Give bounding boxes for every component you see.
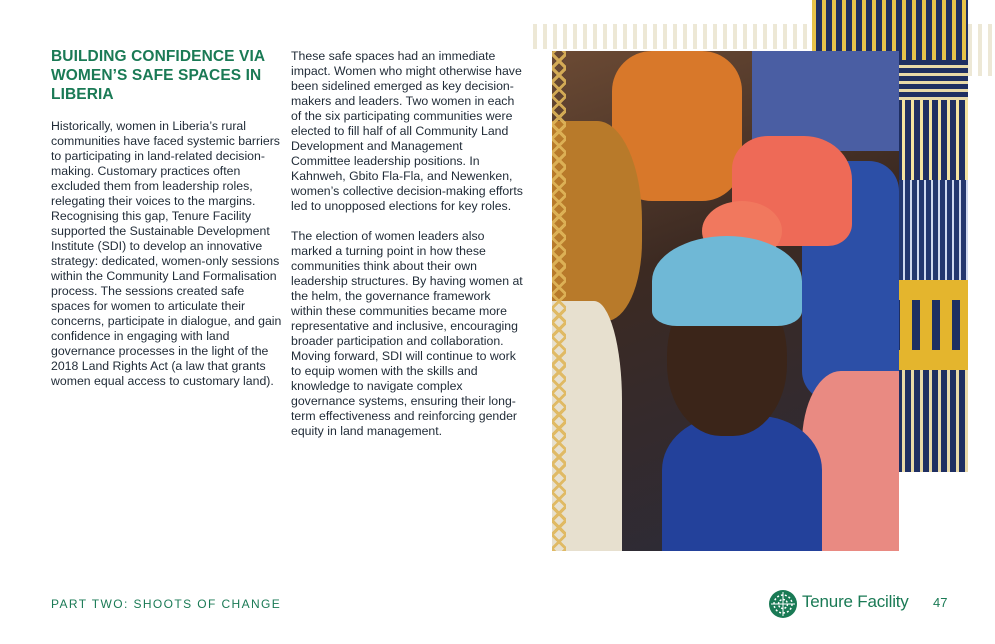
body-column-1: Historically, women in Liberia’s rural communities have faced systemic barriers to participating in land-related decision-making. Customary practices often excluded them from leadership roles, relegating their voices to the margins. Recognising this gap, Tenure Facility supported the Sustainable Development Institute (SDI) to develop an innovative strategy: dedicated, women-only sessions within the Community Land Formalisation process. The sessions created safe spaces for women to articulate their concerns, participate in dialogue, and gain confidence in engaging with land governance processes in the light of the 2018 Land Rights Act (a law that grants women equal access to customary land).: [51, 119, 282, 388]
body-column-2: [291, 49, 523, 454]
photo-women-gathering: [552, 51, 899, 551]
decorative-stripe-right: [968, 24, 994, 76]
decorative-stripe-top: [533, 24, 813, 49]
page-number: 47: [933, 595, 948, 610]
body-paragraph: These safe spaces had an immediate impact. Women who might otherwise have been sidelined emerged as key decision-makers and leaders. Two women in each of the six participating communities were elected to fill half of all Community Land Development and Management Committee leadership positions. In Kahnweh, Gbito Fla-Fla, and Newenken, women’s collective decision-making efforts led to unopposed elections for key roles.: [291, 49, 523, 213]
section-label: PART TWO: SHOOTS OF CHANGE: [51, 597, 282, 611]
decorative-zigzag-border: [552, 51, 566, 551]
logo-text: Tenure Facility: [802, 592, 909, 611]
tenure-facility-logo-icon: [768, 589, 798, 619]
body-paragraph: The election of women leaders also marked a turning point in how these communities think about their own leadership structures. By having women at the helm, the governance framework within these communities became more representative and inclusive, encouraging broader participation and collaboration. Moving forward, SDI will continue to work to equip women with the skills and knowledge to navigate complex governance systems, ensuring their long-term effectiveness and reinforcing gender equity in land management.: [291, 229, 523, 438]
article-title: BUILDING CONFIDENCE VIA WOMEN’S SAFE SPACES IN LIBERIA: [51, 48, 265, 103]
